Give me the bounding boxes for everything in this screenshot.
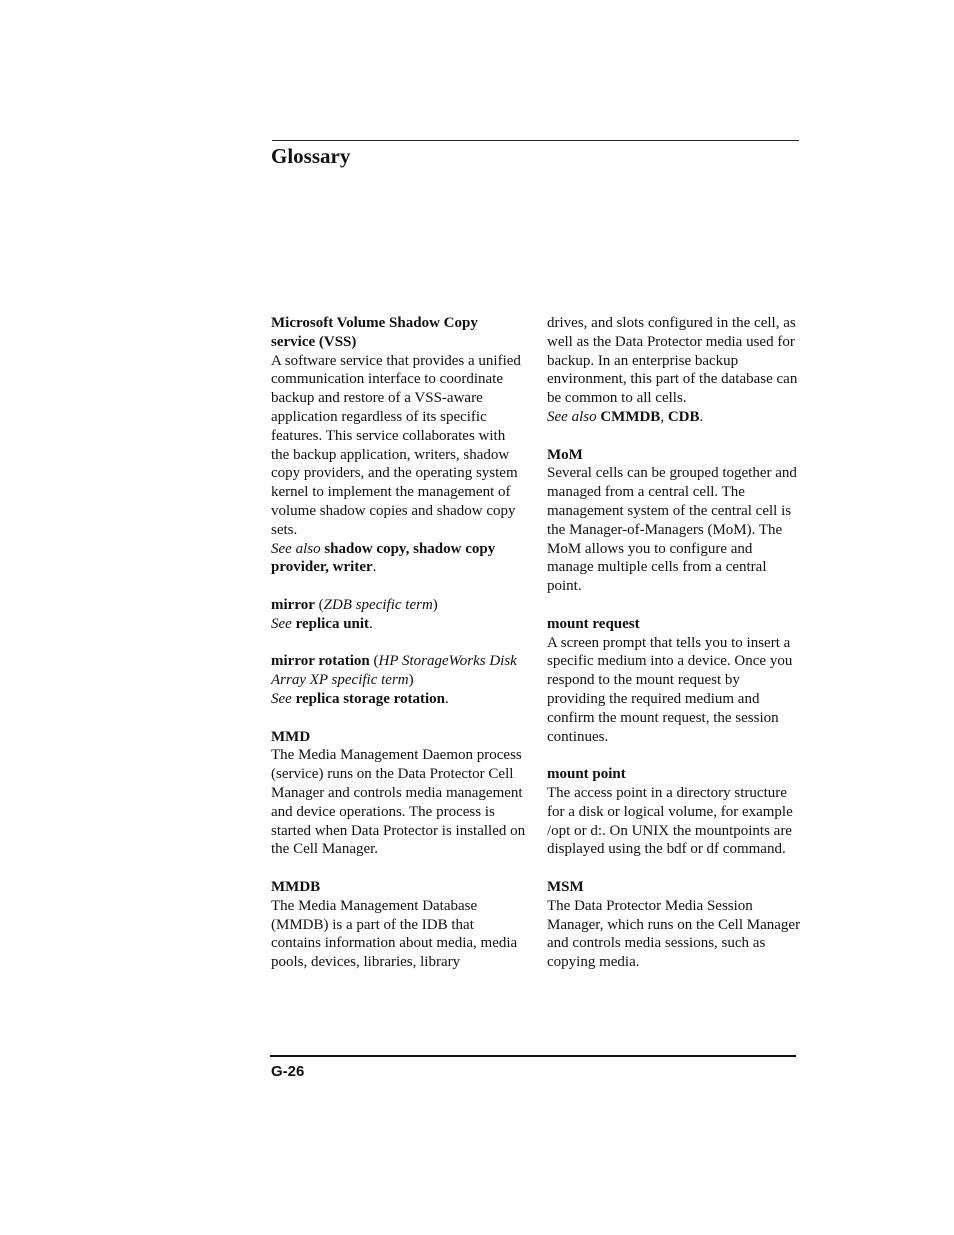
entry-definition: A screen prompt that tells you to insert a specific medium into a device. Once you respond to the mount request by providing the required medium and confirm the mount request, the session continues. (547, 634, 793, 745)
footer-rule (270, 1055, 796, 1057)
page-number: G-26 (271, 1063, 305, 1080)
glossary-entry-mount-point (547, 765, 801, 859)
see-also-label: See also (547, 408, 597, 425)
entry-definition: drives, and slots configured in the cell, as well as the Data Protector media used for backup. In an enterprise backup environment, this part of the database can be common to all cells. (547, 315, 798, 407)
glossary-entry-mirror-rotation: mirror rotation (HP StorageWorks Disk Array XP specific term) See replica storage rotation. (271, 653, 517, 707)
entry-term: mirror (271, 596, 315, 613)
glossary-entry-mount-request (547, 615, 801, 747)
right-column (547, 314, 801, 991)
glossary-entry-mirror: mirror (ZDB specific term) See replica unit. (271, 596, 438, 632)
entry-term: MMD (271, 728, 311, 745)
glossary-entry-msm (547, 878, 801, 972)
entry-term: mirror rotation (271, 653, 370, 670)
entry-definition: The Media Management Database (MMDB) is a part of the IDB that contains information about media, media pools, devices, libraries, library (271, 897, 518, 971)
punctuation: . (699, 408, 704, 425)
glossary-entry-vss (271, 314, 526, 577)
entry-term: MMDB (271, 878, 321, 895)
entry-qualifier: ZDB specific term (323, 596, 433, 613)
entry-term: MSM (547, 878, 584, 895)
entry-definition: The access point in a directory structure for a disk or logical volume, for example /opt or d:. On UNIX the mountpoints are displayed using the bdf or df command. (547, 784, 793, 858)
see-label: See (271, 690, 292, 707)
left-column (271, 314, 526, 991)
see-also-link: CMMDB (600, 408, 661, 425)
header-rule (272, 140, 799, 141)
punctuation: . (445, 690, 449, 707)
punctuation: . (372, 559, 377, 576)
glossary-entry-mmdb (271, 878, 526, 972)
entry-term: mount request (547, 615, 640, 632)
page-title: Glossary (271, 144, 351, 168)
see-link: replica storage rotation (295, 690, 445, 707)
entry-term: mount point (547, 766, 626, 783)
see-label: See (271, 615, 292, 632)
entry-definition: Several cells can be grouped together and managed from a central cell. The management system of the central cell is the Manager-of-Managers (MoM). The MoM allows you to configure and manage multiple cells from a central point. (547, 465, 797, 595)
entry-term-cont: service (VSS) (271, 333, 357, 350)
entry-qualifier: HP StorageWorks Disk Array XP specific term (271, 653, 517, 689)
separator: , (660, 408, 668, 425)
glossary-entry-mom (547, 446, 801, 596)
entry-definition: The Data Protector Media Session Manager, which runs on the Cell Manager and controls media sessions, such as copying media. (547, 897, 801, 971)
entry-term: MoM (547, 446, 583, 463)
glossary-entry-mmdb-continued (547, 314, 801, 427)
see-also-label: See also (271, 540, 321, 557)
entry-definition: The Media Management Daemon process (service) runs on the Data Protector Cell Manager and controls media management and device operations. The process is started when Data Protector is installed on the Cell Manager. (271, 747, 526, 858)
see-also-link: CDB (667, 408, 700, 425)
see-also-link: shadow copy, shadow copy provider, writer (271, 540, 496, 576)
glossary-entry-mmd (271, 728, 526, 860)
entry-definition: A software service that provides a unified communication interface to coordinate backup and restore of a VSS-aware application regardless of its specific features. This service collaborates with the backup application, writers, shadow copy providers, and the operating system kernel to implement the management of volume shadow copies and shadow copy sets. (271, 352, 521, 538)
see-link: replica unit (295, 615, 370, 632)
punctuation: . (369, 615, 373, 632)
entry-term: Microsoft Volume Shadow Copy (271, 315, 478, 331)
